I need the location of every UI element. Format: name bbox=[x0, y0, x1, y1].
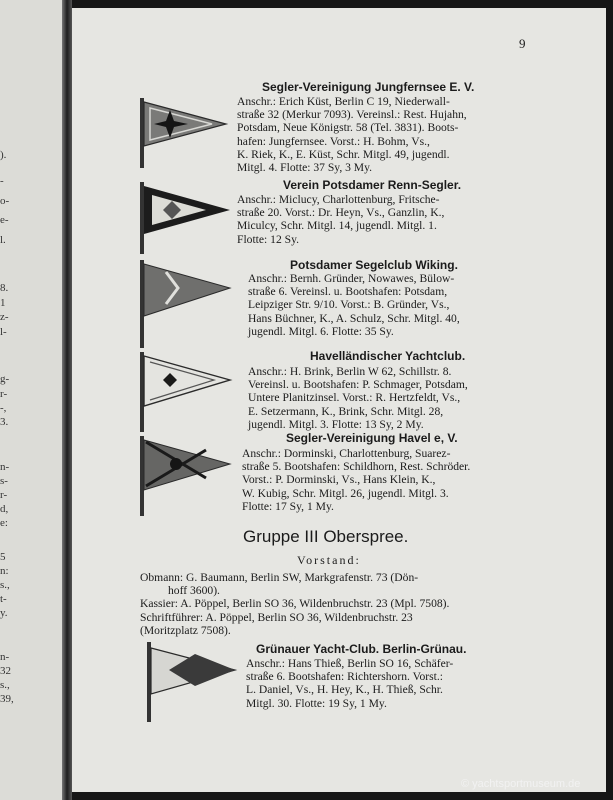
left-fragment: -, bbox=[0, 402, 7, 414]
left-fragment: ). bbox=[0, 149, 7, 161]
left-fragment: l- bbox=[0, 326, 7, 338]
vorstand-label: Vorstand: bbox=[297, 553, 361, 567]
left-fragment: n- bbox=[0, 651, 10, 663]
club-pennant-renn-segler bbox=[136, 180, 236, 256]
left-fragment: 8. bbox=[0, 282, 9, 294]
left-fragment: s., bbox=[0, 579, 10, 591]
left-fragment: r- bbox=[0, 489, 8, 501]
left-fragment: - bbox=[0, 175, 4, 187]
club-title: Potsdamer Segelclub Wiking. bbox=[290, 258, 458, 272]
club-pennant-havellaendischer bbox=[136, 350, 236, 434]
club-description: Anschr.: H. Brink, Berlin W 62, Schillstr. 8. Vereinsl. u. Bootshafen: P. Schmager, Potsdam, Untere Planitzinsel. Vorst.: R. Hertzfeldt, Vs., E. Setzermann, K., Brink, Schr. Mitgl. 28, jugendl. Mitgl. 3. Flotte: 13 Sy, 2 My. bbox=[248, 365, 468, 431]
left-fragment: r- bbox=[0, 388, 8, 400]
page-number: 9 bbox=[519, 36, 526, 51]
club-title: Grünauer Yacht-Club. Berlin-Grünau. bbox=[256, 642, 467, 656]
left-fragment: y. bbox=[0, 607, 8, 619]
club-pennant-jungfernsee bbox=[136, 96, 232, 170]
left-fragment: s- bbox=[0, 475, 8, 487]
left-fragment: 1 bbox=[0, 297, 6, 309]
book-gutter bbox=[62, 0, 72, 800]
left-fragment: o- bbox=[0, 195, 10, 207]
left-fragment: e- bbox=[0, 214, 9, 226]
club-description: Anschr.: Dorminski, Charlottenburg, Suarez- straße 5. Bootshafen: Schildhorn, Rest. Schröder. Vorst.: P. Dorminski, Vs., Hans Klein, K., W. Kubig, Schr. Mitgl. 26, jugendl. Mitgl. 3. Flotte: 17 Sy, 1 My. bbox=[242, 447, 471, 513]
club-pennant-havel bbox=[136, 434, 236, 518]
left-fragment: g- bbox=[0, 373, 10, 385]
left-fragment: d, bbox=[0, 503, 9, 515]
club-description: Anschr.: Miclucy, Charlottenburg, Fritsche- straße 20. Vorst.: Dr. Heyn, Vs., Ganzlin, K., Miculcy, Schr. Mitgl. 14, jugendl. Mitgl. 1. Flotte: 12 Sy. bbox=[237, 193, 445, 246]
club-pennant-wiking bbox=[136, 258, 236, 350]
adjacent-page-edge bbox=[0, 0, 62, 800]
left-fragment: e: bbox=[0, 517, 8, 529]
group-heading: Gruppe III Oberspree. bbox=[243, 527, 409, 546]
club-description: Anschr.: Erich Küst, Berlin C 19, Niederwall- straße 32 (Merkur 7093). Vereinsl.: Rest. Hujahn, Potsdam, Neue Königstr. 58 (Tel. 3831). Boots- hafen: Jungfernsee. Vorst.: H. Bohm, Vs., K. Riek, K., E. Küst, Schr. Mitgl. 49, jugendl. Mitgl. 4. Flotte: 37 Sy, 3 My. bbox=[237, 95, 467, 175]
club-title: Segler-Vereinigung Havel e, V. bbox=[286, 431, 458, 445]
club-pennant-gruenauer bbox=[143, 640, 243, 724]
left-fragment: n: bbox=[0, 565, 9, 577]
club-title: Segler-Vereinigung Jungfernsee E. V. bbox=[262, 80, 475, 94]
left-fragment: t- bbox=[0, 593, 7, 605]
left-fragment: 5 bbox=[0, 551, 6, 563]
left-fragment: s., bbox=[0, 679, 10, 691]
copyright-watermark: © yachtsportmuseum.de bbox=[461, 778, 581, 790]
club-description: Anschr.: Bernh. Gründer, Nowawes, Bülow- straße 6. Vereinsl. u. Bootshafen: Potsdam, Leipziger Str. 9/10. Vorst.: B. Gründer, Vs., Hans Büchner, K., A. Schulz, Schr. Mitgl. 40, jugendl. Mitgl. 6. Flotte: 35 Sy. bbox=[248, 272, 460, 338]
left-fragment: l. bbox=[0, 234, 6, 246]
left-fragment: 3. bbox=[0, 416, 9, 428]
vorstand-list: Obmann: G. Baumann, Berlin SW, Markgrafenstr. 73 (Dön- hoff 3600). Kassier: A. Pöppel, Berlin SO 36, Wildenbruchstr. 23 (Mpl. 7508). Schriftführer: A. Pöppel, Berlin SO 36, Wildenbruchstr. 23 (Moritzplatz 7508). bbox=[140, 571, 450, 637]
club-title: Havelländischer Yachtclub. bbox=[310, 349, 466, 363]
left-fragment: 39, bbox=[0, 693, 14, 705]
left-fragment: 32 bbox=[0, 665, 11, 677]
club-description: Anschr.: Hans Thieß, Berlin SO 16, Schäfer- straße 6. Bootshafen: Richtershorn. Vorst.: L. Daniel, Vs., H. Hey, K., H. Thieß, Schr. Mitgl. 30. Flotte: 19 Sy, 1 My. bbox=[246, 657, 454, 710]
left-fragment: z- bbox=[0, 311, 9, 323]
club-title: Verein Potsdamer Renn-Segler. bbox=[283, 178, 462, 192]
left-fragment: n- bbox=[0, 461, 10, 473]
